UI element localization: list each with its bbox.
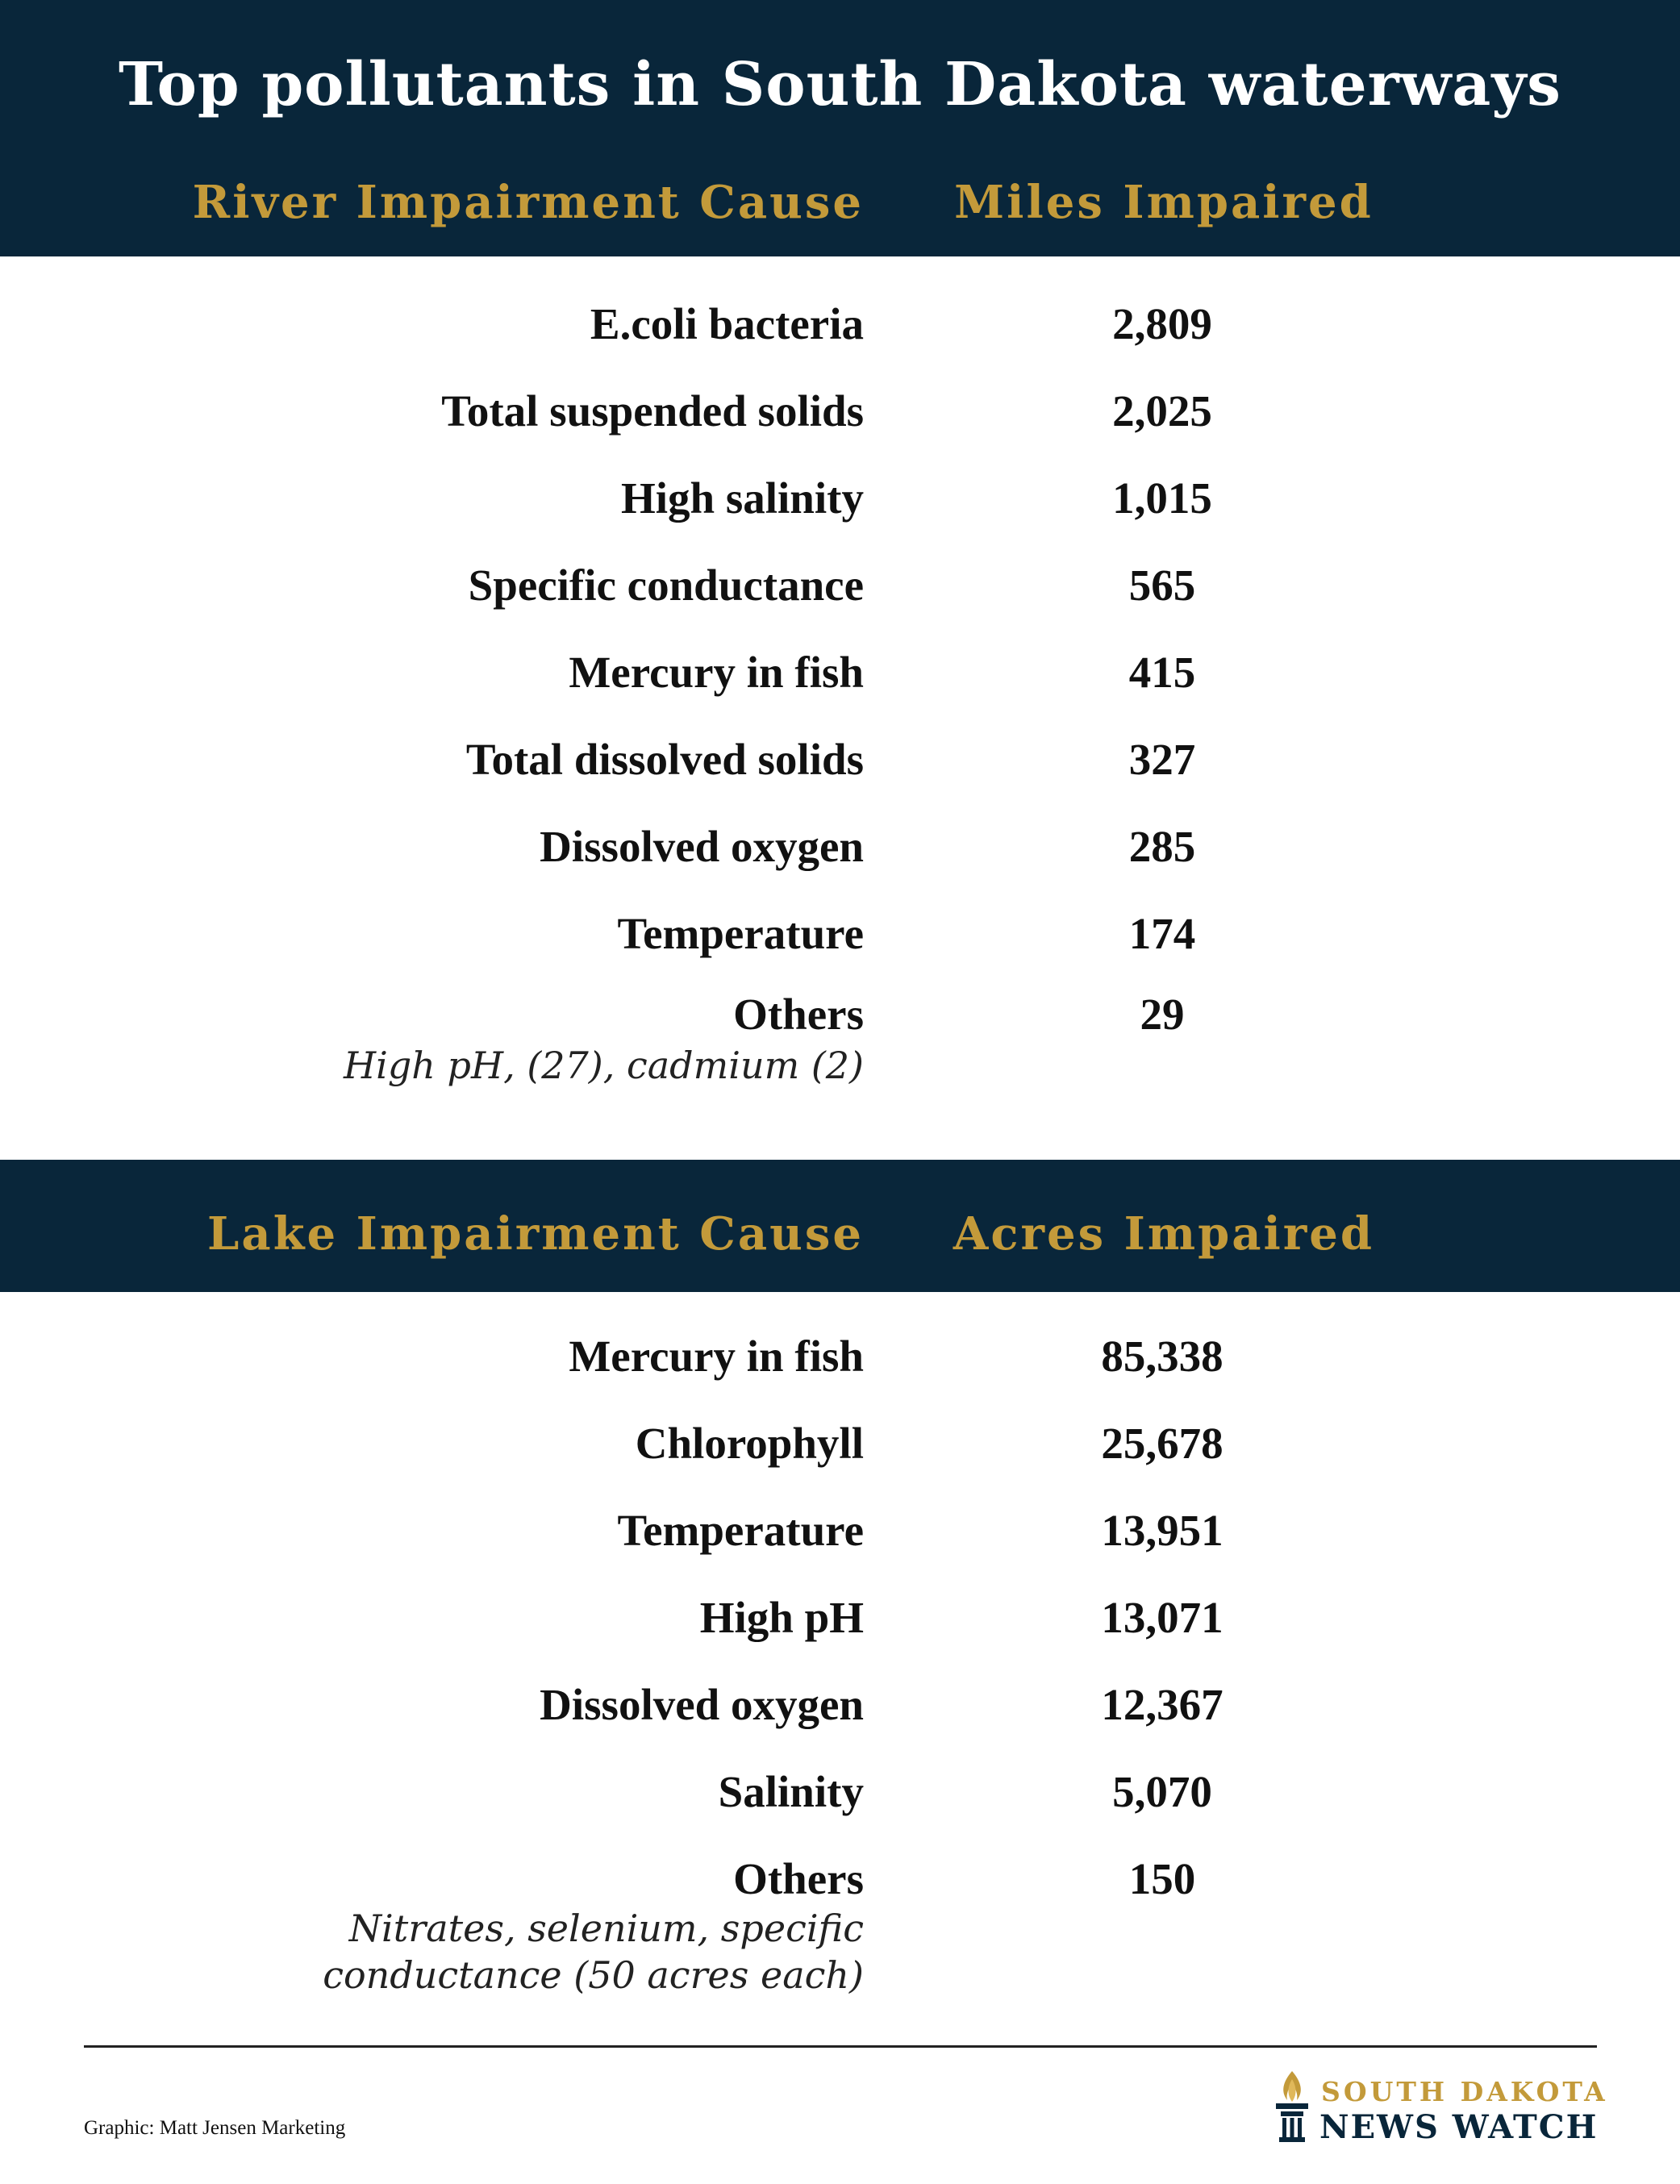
river-row-value: 285 <box>1128 822 1196 871</box>
river-cause-header: River Impairment Cause <box>192 176 864 229</box>
river-row-cause: Specific conductance <box>468 561 864 610</box>
river-row-value: 1,015 <box>1112 473 1212 523</box>
river-row-cause: Others <box>733 990 864 1039</box>
river-row-value: 415 <box>1128 648 1196 697</box>
lake-row-cause: Salinity <box>718 1767 864 1816</box>
lake-row-cause: High pH <box>699 1593 864 1642</box>
lake-row-value: 12,367 <box>1101 1680 1224 1729</box>
lake-row-cause: Dissolved oxygen <box>540 1680 864 1729</box>
river-row-cause: High salinity <box>620 473 864 523</box>
river-row-cause: Mercury in fish <box>569 648 864 697</box>
lake-row-cause: Mercury in fish <box>569 1332 864 1381</box>
lake-amount-header: Acres Impaired <box>953 1207 1375 1261</box>
graphic-credit: Graphic: Matt Jensen Marketing <box>84 2117 346 2139</box>
river-row-value: 2,025 <box>1112 386 1212 436</box>
lake-row-value: 150 <box>1128 1854 1196 1903</box>
page-title: Top pollutants in South Dakota waterways <box>119 50 1561 119</box>
logo-text-line1: SOUTH DAKOTA <box>1321 2076 1608 2107</box>
lake-row-cause: Chlorophyll <box>635 1419 864 1468</box>
river-row-value: 174 <box>1128 909 1196 958</box>
river-row-value: 327 <box>1128 735 1196 784</box>
river-row-cause: Temperature <box>617 909 864 958</box>
lake-row-value: 5,070 <box>1112 1767 1212 1816</box>
news-watch-logo <box>1266 2066 1608 2147</box>
footer-divider <box>84 2045 1597 2048</box>
river-row-value: 565 <box>1128 561 1196 610</box>
lake-row-cause: Others <box>733 1854 864 1903</box>
lake-cause-header: Lake Impairment Cause <box>207 1207 864 1261</box>
lake-row-value: 13,071 <box>1101 1593 1224 1642</box>
river-row-cause: Total suspended solids <box>441 386 864 436</box>
river-row-cause: Total dissolved solids <box>465 735 864 784</box>
logo-text-line2: NEWS WATCH <box>1319 2108 1599 2146</box>
river-row-cause: Dissolved oxygen <box>540 822 864 871</box>
lake-row-value: 85,338 <box>1101 1332 1224 1381</box>
torch-icon <box>1271 2069 1313 2144</box>
river-row-cause: E.coli bacteria <box>590 299 864 348</box>
lake-row-cause: Temperature <box>617 1506 864 1555</box>
lake-others-note-line1: Nitrates, selenium, specific <box>348 1907 864 1950</box>
river-others-note: High pH, (27), cadmium (2) <box>344 1044 864 1087</box>
lake-row-value: 25,678 <box>1101 1419 1224 1468</box>
river-row-value: 2,809 <box>1112 299 1212 348</box>
river-row-value: 29 <box>1140 990 1185 1039</box>
lake-row-value: 13,951 <box>1101 1506 1224 1555</box>
river-amount-header: Miles Impaired <box>954 176 1374 229</box>
lake-others-note-line2: conductance (50 acres each) <box>323 1953 864 1997</box>
